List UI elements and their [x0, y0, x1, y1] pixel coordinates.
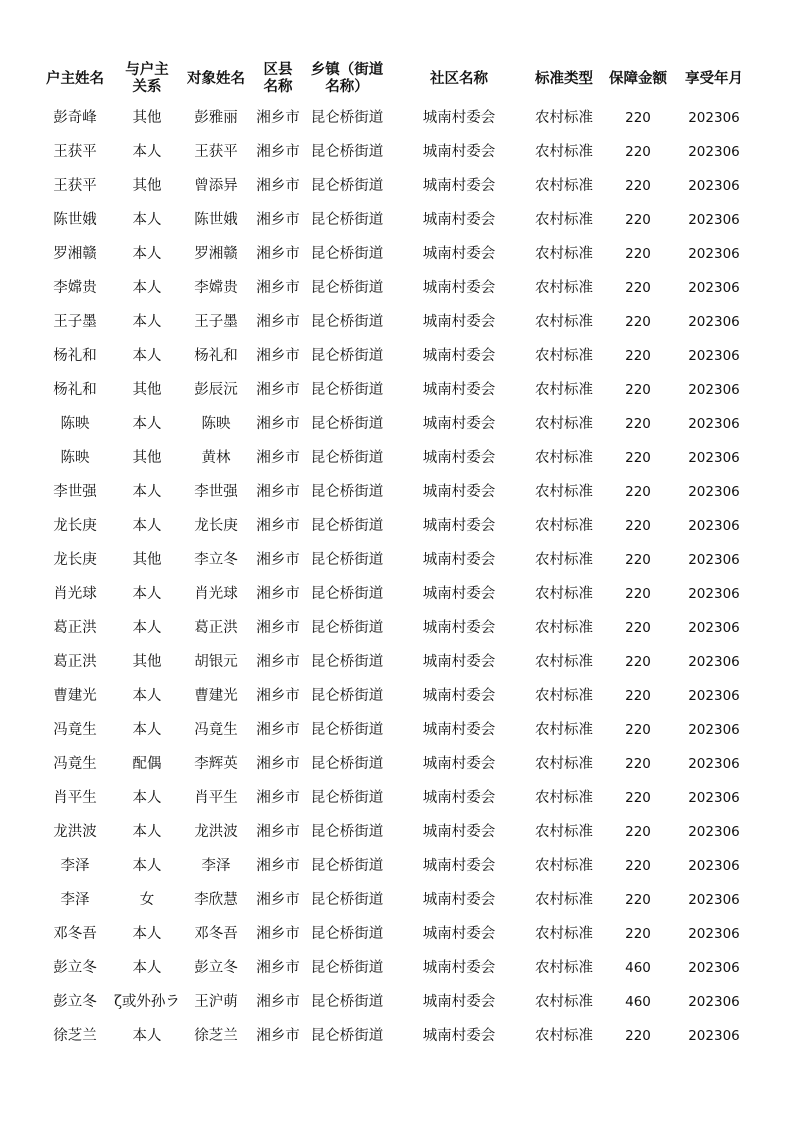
- cell-amount: 220: [625, 858, 651, 874]
- cell-month: 202306: [688, 960, 740, 976]
- table-row: [0, 747, 793, 781]
- cell-amount: 460: [625, 994, 651, 1010]
- cell-community: 城南村委会: [422, 382, 496, 398]
- cell-householder-name: 龙长庚: [53, 518, 97, 534]
- cell-householder-name: 邓冬吾: [53, 926, 97, 942]
- cell-recipient-name: 罗湘赣: [194, 246, 238, 262]
- cell-community: 城南村委会: [422, 790, 496, 806]
- cell-county: 湘乡市: [256, 1028, 300, 1044]
- cell-town: 昆仑桥街道: [310, 552, 384, 568]
- cell-community: 城南村委会: [422, 450, 496, 466]
- cell-recipient-name: 冯竟生: [194, 722, 238, 738]
- cell-standard-type: 农村标准: [535, 688, 593, 704]
- cell-recipient-name: 杨礼和: [194, 348, 238, 364]
- cell-county: 湘乡市: [256, 994, 300, 1010]
- cell-householder-name: 肖光球: [53, 586, 97, 602]
- cell-householder-name: 彭立冬: [53, 960, 97, 976]
- cell-relation: 本人: [132, 518, 162, 534]
- cell-householder-name: 王获平: [53, 144, 97, 160]
- cell-county: 湘乡市: [256, 416, 300, 432]
- table-row: [0, 237, 793, 271]
- table-row: [0, 1019, 793, 1053]
- cell-householder-name: 陈映: [60, 416, 90, 432]
- cell-householder-name: 曹建光: [53, 688, 97, 704]
- cell-town: 昆仑桥街道: [310, 110, 384, 126]
- cell-recipient-name: 曹建光: [194, 688, 238, 704]
- cell-community: 城南村委会: [422, 756, 496, 772]
- header-amount: 保障金额: [609, 70, 667, 87]
- cell-month: 202306: [688, 450, 740, 466]
- cell-community: 城南村委会: [422, 552, 496, 568]
- cell-relation: ζ或外孙ラ: [114, 994, 180, 1010]
- cell-relation: 本人: [132, 144, 162, 160]
- cell-standard-type: 农村标准: [535, 892, 593, 908]
- cell-community: 城南村委会: [422, 110, 496, 126]
- cell-month: 202306: [688, 314, 740, 330]
- cell-standard-type: 农村标准: [535, 620, 593, 636]
- cell-county: 湘乡市: [256, 722, 300, 738]
- table-row: [0, 883, 793, 917]
- cell-recipient-name: 徐芝兰: [194, 1028, 238, 1044]
- cell-standard-type: 农村标准: [535, 110, 593, 126]
- cell-householder-name: 杨礼和: [53, 382, 97, 398]
- cell-recipient-name: 彭立冬: [194, 960, 238, 976]
- cell-recipient-name: 彭雅丽: [194, 110, 238, 126]
- cell-town: 昆仑桥街道: [310, 144, 384, 160]
- cell-town: 昆仑桥街道: [310, 790, 384, 806]
- table-row: [0, 305, 793, 339]
- cell-recipient-name: 陈映: [201, 416, 231, 432]
- cell-month: 202306: [688, 790, 740, 806]
- cell-standard-type: 农村标准: [535, 722, 593, 738]
- cell-householder-name: 罗湘赣: [53, 246, 97, 262]
- cell-town: 昆仑桥街道: [310, 654, 384, 670]
- cell-month: 202306: [688, 280, 740, 296]
- cell-town: 昆仑桥街道: [310, 586, 384, 602]
- cell-relation: 其他: [132, 450, 162, 466]
- cell-community: 城南村委会: [422, 416, 496, 432]
- cell-recipient-name: 彭辰沅: [194, 382, 238, 398]
- cell-recipient-name: 李嫦贵: [194, 280, 238, 296]
- cell-amount: 220: [625, 450, 651, 466]
- cell-householder-name: 葛正洪: [53, 654, 97, 670]
- cell-relation: 本人: [132, 722, 162, 738]
- cell-county: 湘乡市: [256, 144, 300, 160]
- cell-amount: 220: [625, 144, 651, 160]
- cell-county: 湘乡市: [256, 450, 300, 466]
- cell-relation: 本人: [132, 280, 162, 296]
- cell-community: 城南村委会: [422, 518, 496, 534]
- cell-town: 昆仑桥街道: [310, 280, 384, 296]
- header-standard-type: 标准类型: [535, 70, 593, 87]
- table-header: [0, 58, 793, 100]
- header-householder-name: 户主姓名: [46, 70, 104, 87]
- cell-recipient-name: 邓冬吾: [194, 926, 238, 942]
- table-row: [0, 577, 793, 611]
- cell-month: 202306: [688, 654, 740, 670]
- cell-county: 湘乡市: [256, 824, 300, 840]
- table-row: [0, 475, 793, 509]
- cell-relation: 其他: [132, 178, 162, 194]
- cell-town: 昆仑桥街道: [310, 450, 384, 466]
- cell-relation: 本人: [132, 620, 162, 636]
- cell-relation: 其他: [132, 382, 162, 398]
- cell-month: 202306: [688, 722, 740, 738]
- cell-recipient-name: 葛正洪: [194, 620, 238, 636]
- cell-community: 城南村委会: [422, 280, 496, 296]
- cell-county: 湘乡市: [256, 960, 300, 976]
- cell-householder-name: 杨礼和: [53, 348, 97, 364]
- cell-month: 202306: [688, 1028, 740, 1044]
- table-row: [0, 509, 793, 543]
- cell-community: 城南村委会: [422, 1028, 496, 1044]
- cell-relation: 其他: [132, 110, 162, 126]
- cell-householder-name: 李泽: [60, 892, 90, 908]
- cell-month: 202306: [688, 178, 740, 194]
- cell-town: 昆仑桥街道: [310, 348, 384, 364]
- cell-amount: 220: [625, 246, 651, 262]
- cell-standard-type: 农村标准: [535, 586, 593, 602]
- cell-standard-type: 农村标准: [535, 1028, 593, 1044]
- cell-householder-name: 王子墨: [53, 314, 97, 330]
- cell-month: 202306: [688, 144, 740, 160]
- cell-householder-name: 彭立冬: [53, 994, 97, 1010]
- cell-community: 城南村委会: [422, 960, 496, 976]
- cell-county: 湘乡市: [256, 314, 300, 330]
- cell-amount: 220: [625, 654, 651, 670]
- cell-amount: 220: [625, 178, 651, 194]
- cell-town: 昆仑桥街道: [310, 314, 384, 330]
- cell-county: 湘乡市: [256, 382, 300, 398]
- cell-amount: 220: [625, 790, 651, 806]
- cell-community: 城南村委会: [422, 484, 496, 500]
- cell-town: 昆仑桥街道: [310, 212, 384, 228]
- cell-county: 湘乡市: [256, 518, 300, 534]
- cell-town: 昆仑桥街道: [310, 1028, 384, 1044]
- cell-community: 城南村委会: [422, 314, 496, 330]
- cell-relation: 本人: [132, 246, 162, 262]
- cell-community: 城南村委会: [422, 926, 496, 942]
- cell-county: 湘乡市: [256, 892, 300, 908]
- cell-householder-name: 李嫦贵: [53, 280, 97, 296]
- cell-county: 湘乡市: [256, 620, 300, 636]
- cell-recipient-name: 王获平: [194, 144, 238, 160]
- cell-month: 202306: [688, 246, 740, 262]
- cell-relation: 本人: [132, 314, 162, 330]
- cell-town: 昆仑桥街道: [310, 892, 384, 908]
- cell-recipient-name: 龙长庚: [194, 518, 238, 534]
- cell-town: 昆仑桥街道: [310, 620, 384, 636]
- cell-amount: 220: [625, 892, 651, 908]
- cell-month: 202306: [688, 756, 740, 772]
- cell-relation: 本人: [132, 348, 162, 364]
- cell-amount: 220: [625, 1028, 651, 1044]
- cell-community: 城南村委会: [422, 892, 496, 908]
- cell-community: 城南村委会: [422, 586, 496, 602]
- table-row: [0, 985, 793, 1019]
- table-row: [0, 271, 793, 305]
- cell-county: 湘乡市: [256, 212, 300, 228]
- cell-amount: 220: [625, 620, 651, 636]
- cell-amount: 220: [625, 212, 651, 228]
- cell-standard-type: 农村标准: [535, 348, 593, 364]
- cell-county: 湘乡市: [256, 348, 300, 364]
- cell-standard-type: 农村标准: [535, 756, 593, 772]
- cell-householder-name: 冯竟生: [53, 722, 97, 738]
- header-relation: 与户主 关系: [125, 62, 169, 95]
- cell-county: 湘乡市: [256, 688, 300, 704]
- cell-month: 202306: [688, 688, 740, 704]
- cell-recipient-name: 肖平生: [194, 790, 238, 806]
- cell-amount: 220: [625, 110, 651, 126]
- cell-town: 昆仑桥街道: [310, 382, 384, 398]
- cell-recipient-name: 王子墨: [194, 314, 238, 330]
- cell-community: 城南村委会: [422, 654, 496, 670]
- cell-county: 湘乡市: [256, 110, 300, 126]
- cell-standard-type: 农村标准: [535, 144, 593, 160]
- cell-recipient-name: 胡银元: [194, 654, 238, 670]
- cell-month: 202306: [688, 518, 740, 534]
- cell-recipient-name: 黄林: [201, 450, 231, 466]
- table-row: [0, 373, 793, 407]
- cell-month: 202306: [688, 620, 740, 636]
- cell-town: 昆仑桥街道: [310, 246, 384, 262]
- cell-recipient-name: 李世强: [194, 484, 238, 500]
- cell-standard-type: 农村标准: [535, 654, 593, 670]
- cell-town: 昆仑桥街道: [310, 960, 384, 976]
- cell-community: 城南村委会: [422, 144, 496, 160]
- table-row: [0, 645, 793, 679]
- cell-standard-type: 农村标准: [535, 518, 593, 534]
- cell-month: 202306: [688, 348, 740, 364]
- table-row: [0, 441, 793, 475]
- cell-standard-type: 农村标准: [535, 416, 593, 432]
- cell-community: 城南村委会: [422, 620, 496, 636]
- cell-month: 202306: [688, 824, 740, 840]
- table-row: [0, 407, 793, 441]
- cell-householder-name: 徐芝兰: [53, 1028, 97, 1044]
- cell-town: 昆仑桥街道: [310, 994, 384, 1010]
- cell-amount: 220: [625, 688, 651, 704]
- cell-town: 昆仑桥街道: [310, 926, 384, 942]
- cell-relation: 本人: [132, 960, 162, 976]
- cell-community: 城南村委会: [422, 348, 496, 364]
- cell-amount: 220: [625, 416, 651, 432]
- table-row: [0, 713, 793, 747]
- cell-householder-name: 龙洪波: [53, 824, 97, 840]
- table-row: [0, 679, 793, 713]
- cell-standard-type: 农村标准: [535, 382, 593, 398]
- cell-month: 202306: [688, 110, 740, 126]
- cell-month: 202306: [688, 926, 740, 942]
- cell-town: 昆仑桥街道: [310, 484, 384, 500]
- cell-amount: 220: [625, 484, 651, 500]
- cell-county: 湘乡市: [256, 654, 300, 670]
- header-town: 乡镇（街道 名称）: [310, 62, 384, 95]
- cell-standard-type: 农村标准: [535, 178, 593, 194]
- cell-town: 昆仑桥街道: [310, 416, 384, 432]
- cell-standard-type: 农村标准: [535, 450, 593, 466]
- cell-householder-name: 李世强: [53, 484, 97, 500]
- cell-relation: 本人: [132, 586, 162, 602]
- header-community: 社区名称: [430, 70, 488, 87]
- cell-county: 湘乡市: [256, 790, 300, 806]
- cell-month: 202306: [688, 858, 740, 874]
- cell-standard-type: 农村标准: [535, 280, 593, 296]
- cell-county: 湘乡市: [256, 280, 300, 296]
- cell-county: 湘乡市: [256, 926, 300, 942]
- cell-town: 昆仑桥街道: [310, 722, 384, 738]
- table-row: [0, 781, 793, 815]
- cell-relation: 其他: [132, 552, 162, 568]
- cell-standard-type: 农村标准: [535, 824, 593, 840]
- table-row: [0, 815, 793, 849]
- cell-community: 城南村委会: [422, 246, 496, 262]
- header-month: 享受年月: [685, 70, 743, 87]
- cell-recipient-name: 陈世娥: [194, 212, 238, 228]
- cell-month: 202306: [688, 212, 740, 228]
- table-body: [0, 101, 793, 1053]
- table-row: [0, 611, 793, 645]
- cell-community: 城南村委会: [422, 994, 496, 1010]
- cell-month: 202306: [688, 382, 740, 398]
- cell-relation: 本人: [132, 688, 162, 704]
- cell-community: 城南村委会: [422, 212, 496, 228]
- table-row: [0, 849, 793, 883]
- cell-town: 昆仑桥街道: [310, 858, 384, 874]
- cell-householder-name: 李泽: [60, 858, 90, 874]
- cell-recipient-name: 李欣慧: [194, 892, 238, 908]
- cell-county: 湘乡市: [256, 586, 300, 602]
- cell-community: 城南村委会: [422, 178, 496, 194]
- cell-amount: 220: [625, 348, 651, 364]
- cell-town: 昆仑桥街道: [310, 756, 384, 772]
- cell-month: 202306: [688, 994, 740, 1010]
- cell-month: 202306: [688, 416, 740, 432]
- cell-relation: 本人: [132, 858, 162, 874]
- cell-standard-type: 农村标准: [535, 484, 593, 500]
- cell-standard-type: 农村标准: [535, 552, 593, 568]
- cell-householder-name: 龙长庚: [53, 552, 97, 568]
- cell-community: 城南村委会: [422, 722, 496, 738]
- cell-month: 202306: [688, 586, 740, 602]
- cell-relation: 本人: [132, 824, 162, 840]
- cell-standard-type: 农村标准: [535, 858, 593, 874]
- cell-householder-name: 王获平: [53, 178, 97, 194]
- cell-town: 昆仑桥街道: [310, 178, 384, 194]
- cell-county: 湘乡市: [256, 484, 300, 500]
- cell-amount: 220: [625, 926, 651, 942]
- cell-householder-name: 肖平生: [53, 790, 97, 806]
- table-row: [0, 135, 793, 169]
- table-row: [0, 169, 793, 203]
- cell-amount: 220: [625, 824, 651, 840]
- cell-county: 湘乡市: [256, 552, 300, 568]
- cell-relation: 配偶: [132, 756, 162, 772]
- cell-standard-type: 农村标准: [535, 314, 593, 330]
- cell-community: 城南村委会: [422, 858, 496, 874]
- cell-relation: 本人: [132, 416, 162, 432]
- cell-amount: 220: [625, 722, 651, 738]
- cell-recipient-name: 李辉英: [194, 756, 238, 772]
- cell-householder-name: 陈映: [60, 450, 90, 466]
- header-recipient-name: 对象姓名: [187, 70, 245, 87]
- cell-town: 昆仑桥街道: [310, 688, 384, 704]
- cell-recipient-name: 肖光球: [194, 586, 238, 602]
- cell-recipient-name: 龙洪波: [194, 824, 238, 840]
- cell-town: 昆仑桥街道: [310, 518, 384, 534]
- cell-county: 湘乡市: [256, 858, 300, 874]
- cell-month: 202306: [688, 552, 740, 568]
- cell-month: 202306: [688, 892, 740, 908]
- cell-standard-type: 农村标准: [535, 960, 593, 976]
- cell-relation: 其他: [132, 654, 162, 670]
- cell-town: 昆仑桥街道: [310, 824, 384, 840]
- cell-county: 湘乡市: [256, 246, 300, 262]
- table-row: [0, 339, 793, 373]
- cell-standard-type: 农村标准: [535, 790, 593, 806]
- cell-month: 202306: [688, 484, 740, 500]
- cell-relation: 本人: [132, 1028, 162, 1044]
- cell-householder-name: 陈世娥: [53, 212, 97, 228]
- cell-amount: 220: [625, 586, 651, 602]
- cell-householder-name: 冯竟生: [53, 756, 97, 772]
- cell-relation: 本人: [132, 212, 162, 228]
- cell-amount: 220: [625, 518, 651, 534]
- cell-relation: 本人: [132, 790, 162, 806]
- cell-amount: 460: [625, 960, 651, 976]
- cell-amount: 220: [625, 314, 651, 330]
- cell-amount: 220: [625, 756, 651, 772]
- cell-relation: 本人: [132, 926, 162, 942]
- table-row: [0, 203, 793, 237]
- cell-recipient-name: 曾添异: [194, 178, 238, 194]
- cell-standard-type: 农村标准: [535, 246, 593, 262]
- cell-standard-type: 农村标准: [535, 212, 593, 228]
- cell-amount: 220: [625, 552, 651, 568]
- cell-standard-type: 农村标准: [535, 994, 593, 1010]
- cell-recipient-name: 李泽: [201, 858, 231, 874]
- cell-recipient-name: 王沪萌: [194, 994, 238, 1010]
- cell-community: 城南村委会: [422, 688, 496, 704]
- cell-householder-name: 彭奇峰: [53, 110, 97, 126]
- cell-relation: 女: [139, 892, 155, 908]
- cell-county: 湘乡市: [256, 756, 300, 772]
- table-row: [0, 917, 793, 951]
- cell-relation: 本人: [132, 484, 162, 500]
- table-row: [0, 951, 793, 985]
- cell-recipient-name: 李立冬: [194, 552, 238, 568]
- cell-amount: 220: [625, 382, 651, 398]
- table-row: [0, 543, 793, 577]
- cell-county: 湘乡市: [256, 178, 300, 194]
- cell-amount: 220: [625, 280, 651, 296]
- cell-householder-name: 葛正洪: [53, 620, 97, 636]
- cell-community: 城南村委会: [422, 824, 496, 840]
- header-county: 区县 名称: [263, 62, 293, 95]
- table-row: [0, 101, 793, 135]
- cell-standard-type: 农村标准: [535, 926, 593, 942]
